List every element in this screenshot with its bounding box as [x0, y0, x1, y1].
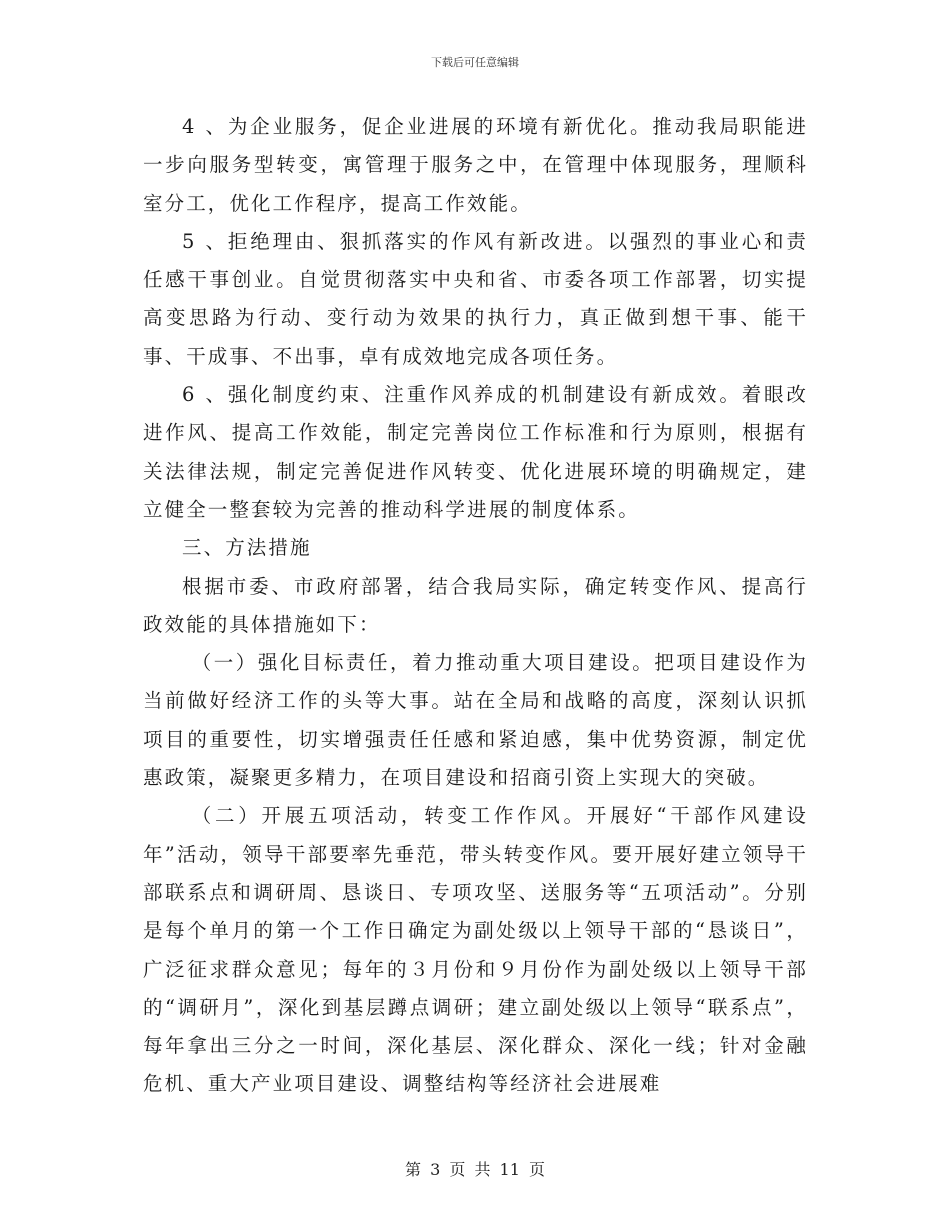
paragraph-item-5: 5 、拒绝理由、狠抓落实的作风有新改进。以强烈的事业心和责任感干事创业。自觉贯彻落实中央和省、市委各项工作部署，切实提高变思路为行动、变行动为效果的执行力，真正做到想干事、能干事、干成事、不出事，卓有成效地完成各项任务。: [143, 229, 808, 368]
paragraph-intro-measures: 根据市委、市政府部署，结合我局实际，确定转变作风、提高行政效能的具体措施如下：: [143, 574, 808, 636]
page-number-footer: 第 3 页 共 11 页: [405, 1160, 545, 1179]
paragraph-item-4: 4 、为企业服务，促企业进展的环境有新优化。推动我局职能进一步向服务型转变，寓管理于服务之中，在管理中体现服务，理顺科室分工，优化工作程序，提高工作效能。: [143, 115, 808, 215]
document-body: [143, 108, 808, 1104]
paragraph-measure-2: （二）开展五项活动，转变工作作风。开展好“干部作风建设年”活动，领导干部要率先垂范，带头转变作风。要开展好建立领导干部联系点和调研周、恳谈日、专项攻坚、送服务等“五项活动”。分别是每个单月的第一个工作日确定为副处级以上领导干部的“恳谈日”，广泛征求群众意见；每年的３月份和９月份作为副处级以上领导干部的“调研月”，深化到基层蹲点调研；建立副处级以上领导“联系点”，每年拿出三分之一时间，深化基层、深化群众、深化一线；针对金融危机、重大产业项目建设、调整结构等经济社会进展难: [143, 804, 808, 1096]
paragraph-measure-1: （一）强化目标责任，着力推动重大项目建设。把项目建设作为当前做好经济工作的头等大事。站在全局和战略的高度，深刻认识抓项目的重要性，切实增强责任任感和紧迫感，集中优势资源，制定优惠政策，凝聚更多精力，在项目建设和招商引资上实现大的突破。: [143, 651, 808, 790]
paragraph-item-6: 6 、强化制度约束、注重作风养成的机制建设有新成效。着眼改进作风、提高工作效能，制定完善岗位工作标准和行为原则，根据有关法律法规，制定完善促进作风转变、优化进展环境的明确规定，建立健全一整套较为完善的推动科学进展的制度体系。: [143, 383, 808, 521]
section-heading-methods: 三、方法措施: [182, 536, 312, 560]
page-header-note: 下载后可任意编辑: [431, 56, 519, 69]
